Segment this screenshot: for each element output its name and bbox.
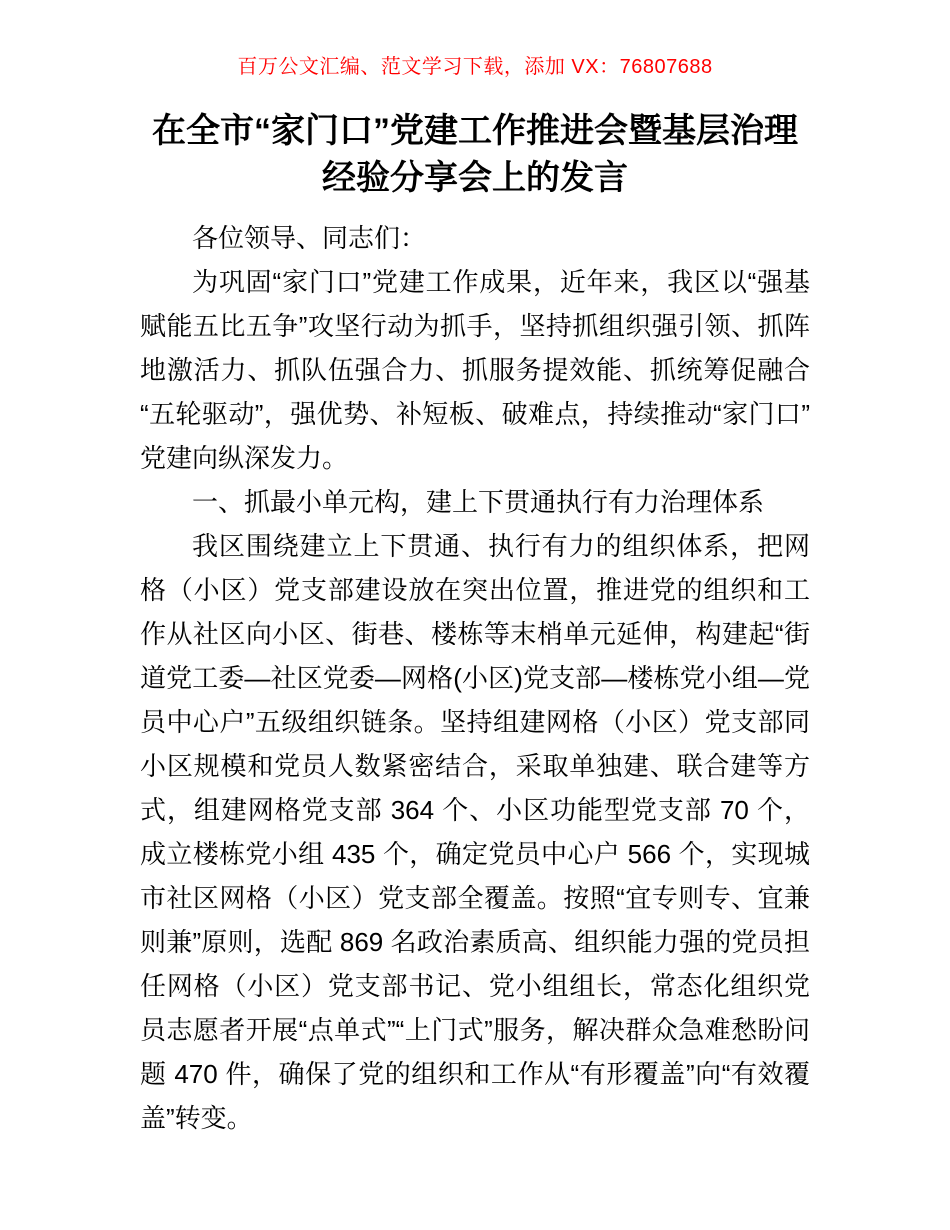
document-title-line-1: 在全市“家门口”党建工作推进会暨基层治理	[152, 112, 798, 150]
section-heading-1: 一、抓最小单元构，建上下贯通执行有力治理体系	[192, 487, 765, 517]
document-title-line-2: 经验分享会上的发言	[322, 159, 628, 197]
document-title	[140, 108, 810, 202]
document-body	[140, 216, 810, 1140]
promo-watermark-notice: 百万公文汇编、范文学习下载，添加 VX：76807688	[237, 56, 713, 78]
paragraph-intro: 为巩固“家门口”党建工作成果，近年来，我区以“强基赋能五比五争”攻坚行动为抓手，坚持抓组织强引领、抓阵地激活力、抓队伍强合力、抓服务提效能、抓统筹促融合“五轮驱动”，强优势、补短板、破难点，持续推动“家门口”党建向纵深发力。	[140, 267, 810, 473]
salutation: 各位领导、同志们：	[192, 223, 427, 253]
paragraph-section-1: 我区围绕建立上下贯通、执行有力的组织体系，把网格（小区）党支部建设放在突出位置，推进党的组织和工作从社区向小区、街巷、楼栋等末梢单元延伸，构建起“街道党工委—社区党委—网格(小区)党支部—楼栋党小组—党员中心户”五级组织链条。坚持组建网格（小区）党支部同小区规模和党员人数紧密结合，采取单独建、联合建等方式，组建网格党支部 364 个、小区功能型党支部 70 个，成立楼栋党小组 435 个，确定党员中心户 566 个，实现城市社区网格（小区）党支部全覆盖。按照“宜专则专、宜兼则兼”原则，选配 869 名政治素质高、组织能力强的党员担任网格（小区）党支部书记、党小组组长，常态化组织党员志愿者开展“点单式”“上门式”服务，解决群众急难愁盼问题 470 件，确保了党的组织和工作从“有形覆盖”向“有效覆盖”转变。	[140, 531, 810, 1133]
